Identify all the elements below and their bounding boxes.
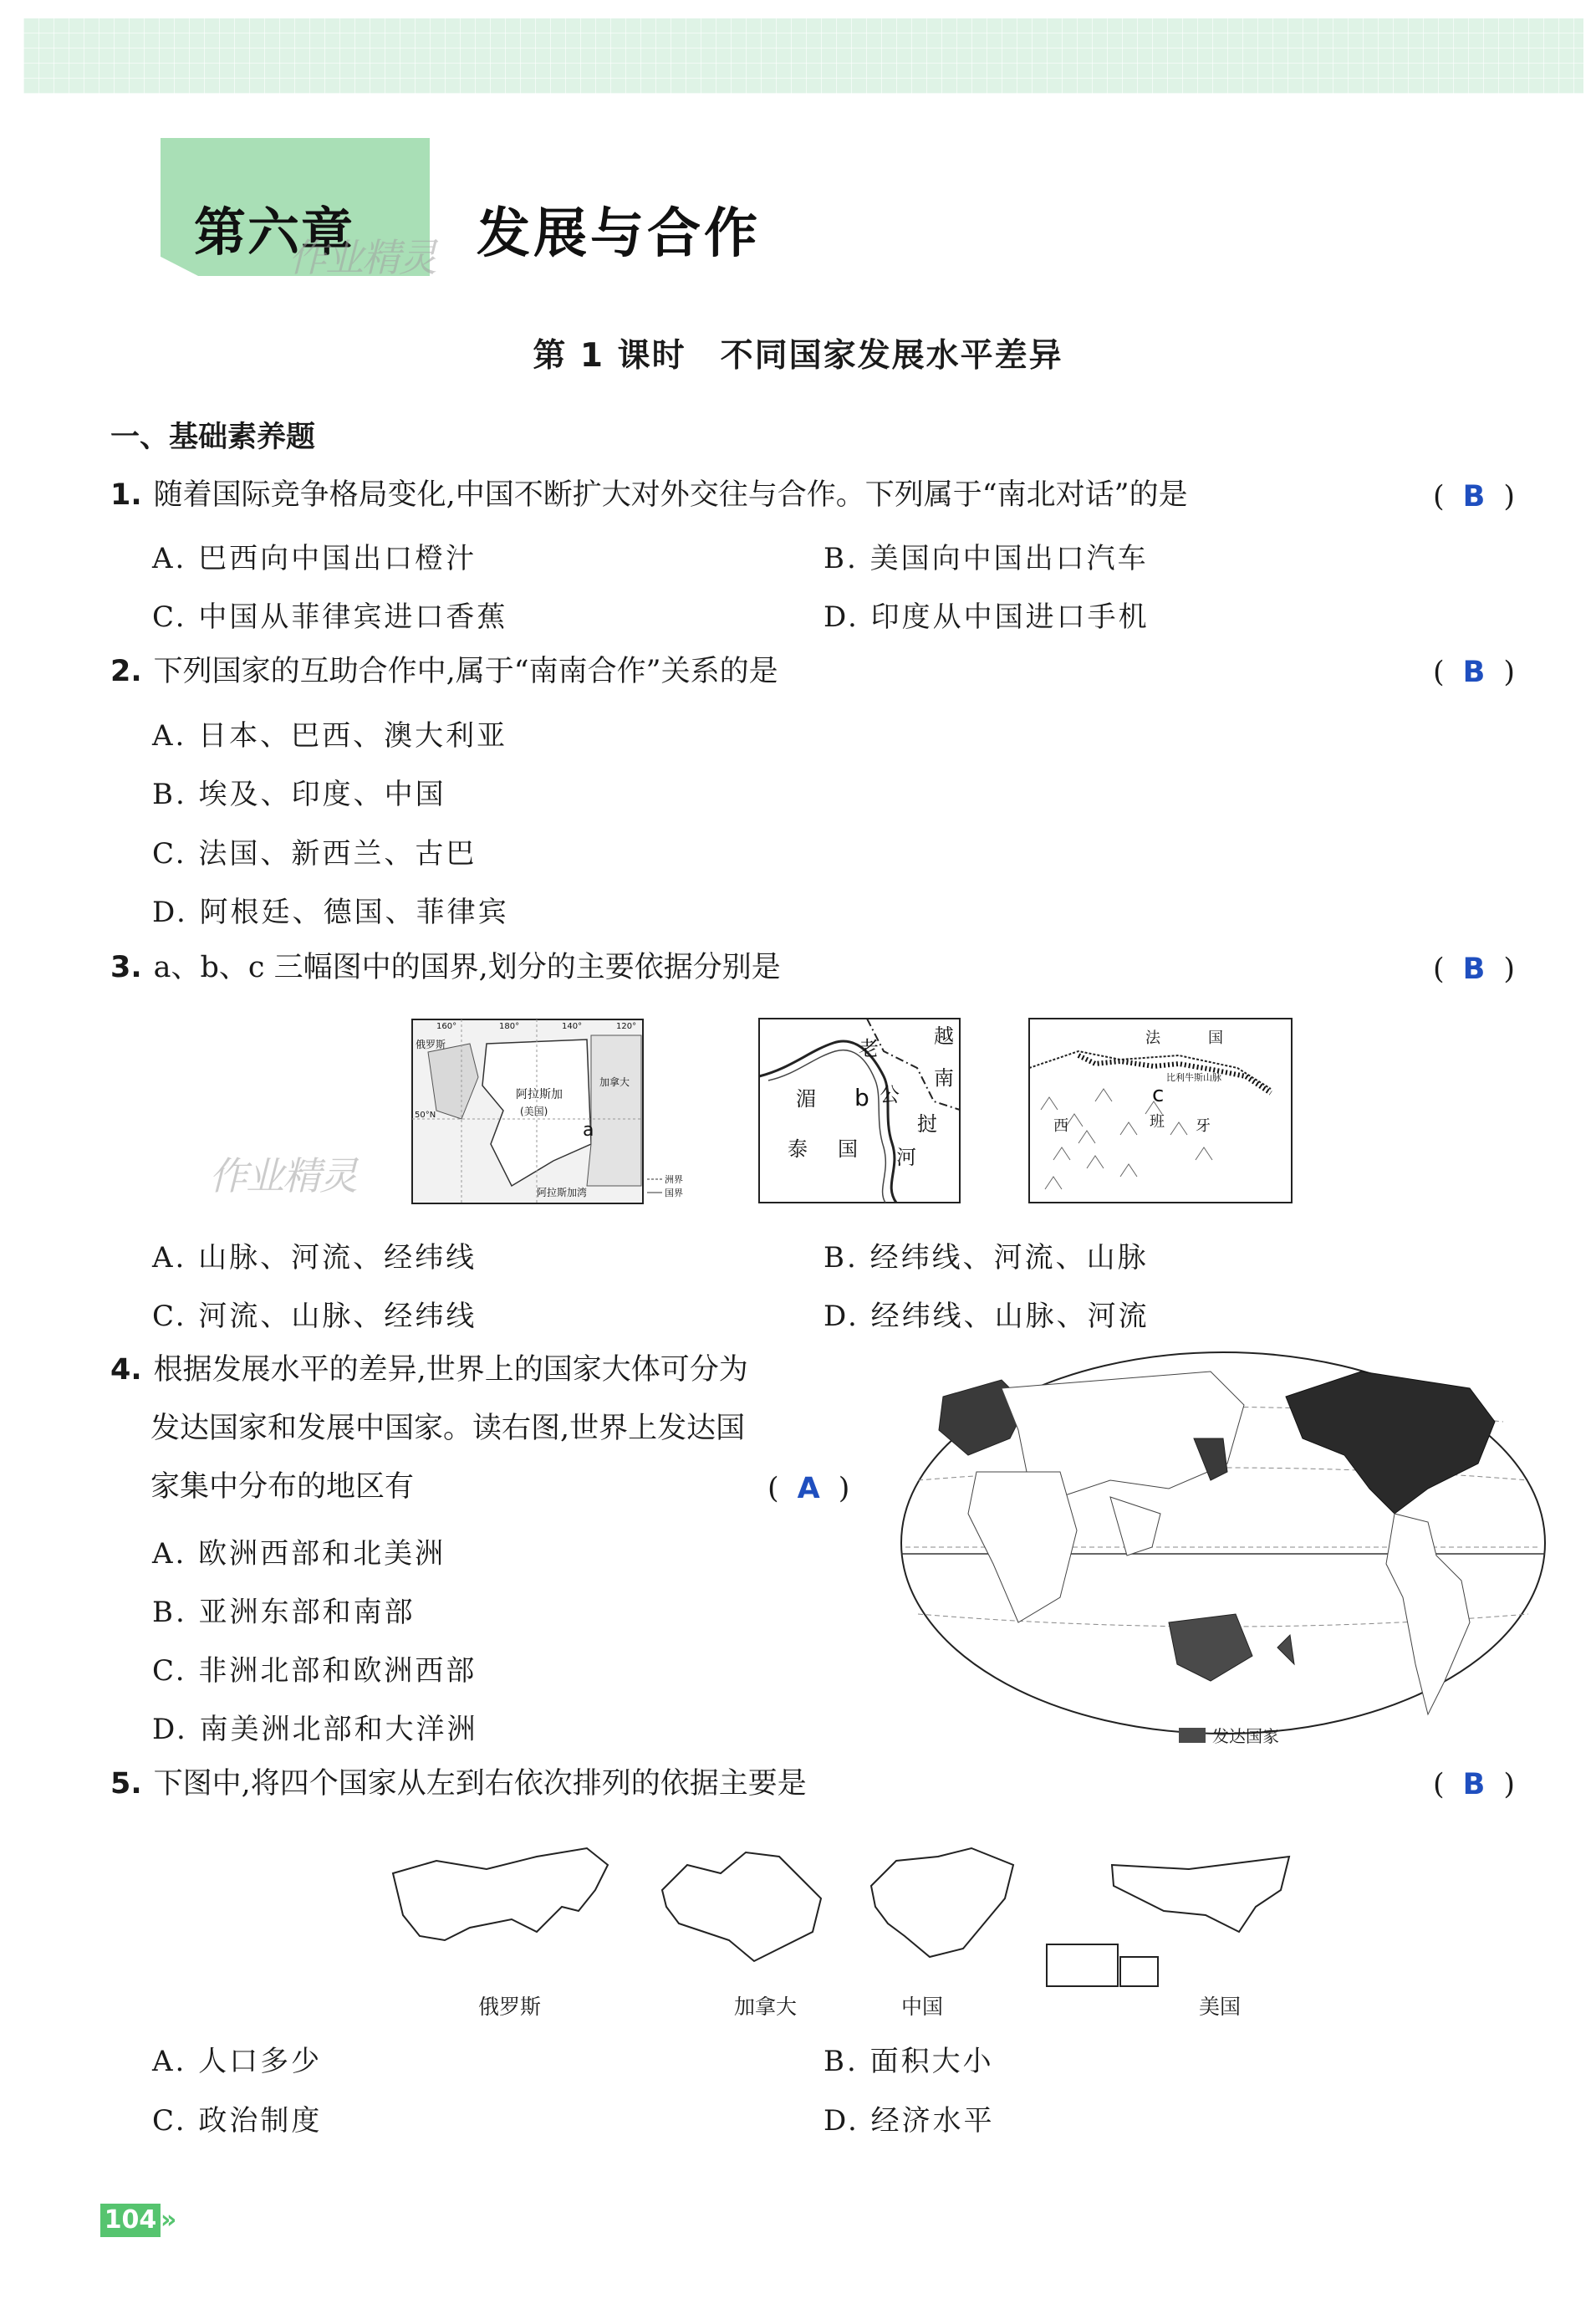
q1-option-a: A. 巴西向中国出口橙汁 — [152, 542, 477, 575]
question-1: 1. 随着国际竞争格局变化,中国不断扩大对外交往与合作。下列属于“南北对话”的是 — [110, 478, 1188, 512]
map-c-pyrenees — [1028, 1018, 1293, 1203]
country-label-russia: 俄罗斯 — [478, 1995, 542, 2019]
q4-option-b: B. 亚洲东部和南部 — [152, 1596, 416, 1629]
legend-developed: 发达国家 — [1212, 1726, 1279, 1746]
q3-option-b: B. 经纬线、河流、山脉 — [823, 1241, 1149, 1275]
q5-option-a: A. 人口多少 — [152, 2045, 323, 2078]
map-c-label-guo: 国 — [1208, 1029, 1223, 1047]
section-heading: 一、基础素养题 — [110, 421, 316, 454]
china-outline — [871, 1848, 1013, 1957]
answer-1: ( B ) — [1433, 480, 1515, 513]
map-a-alaska — [411, 1019, 696, 1204]
watermark: 作业精灵 — [288, 235, 436, 280]
q5-option-b: B. 面积大小 — [823, 2045, 994, 2078]
map-a-label-gulf: 阿拉斯加湾 — [537, 1187, 588, 1198]
q1-option-b: B. 美国向中国出口汽车 — [823, 542, 1149, 575]
q2-option-a: A. 日本、巴西、澳大利亚 — [152, 719, 508, 753]
map-c-label-fa: 法 — [1145, 1029, 1160, 1047]
map-c-label-ban: 班 — [1150, 1113, 1165, 1131]
question-4-line-2: 发达国家和发展中国家。读右图,世界上发达国 — [150, 1412, 746, 1445]
map-b-label-lao: 老 — [859, 1037, 879, 1060]
chapter-title: 发展与合作 — [477, 203, 761, 265]
map-a-lon-120: 120° — [616, 1022, 637, 1031]
map-b-label-yue: 越 — [934, 1024, 954, 1048]
page-number: 104 — [100, 2204, 161, 2237]
map-b-label-tai: 泰 — [788, 1137, 808, 1161]
legend-swatch — [1179, 1728, 1206, 1743]
q3-option-c: C. 河流、山脉、经纬线 — [152, 1300, 477, 1333]
lesson-title: 第 1 课时 不同国家发展水平差异 — [533, 337, 1063, 375]
q2-option-d: D. 阿根廷、德国、菲律宾 — [152, 896, 509, 929]
map-a-legend-2: 国界 — [665, 1188, 683, 1198]
map-b-mekong — [758, 1018, 961, 1203]
map-a-label-usa: (美国) — [520, 1106, 548, 1117]
map-c-label-pyrenees: 比利牛斯山脉 — [1166, 1072, 1221, 1083]
map-a-lon-180: 180° — [499, 1022, 520, 1031]
question-2: 2. 下列国家的互助合作中,属于“南南合作”关系的是 — [110, 655, 778, 688]
map-a-legend-1: 洲界 — [665, 1174, 683, 1185]
country-label-canada: 加拿大 — [734, 1995, 798, 2019]
question-3: 3. a、b、c 三幅图中的国界,划分的主要依据分别是 — [110, 951, 781, 984]
map-c-label-ya: 牙 — [1196, 1117, 1211, 1135]
map-b-label-mei: 湄 — [796, 1087, 816, 1111]
question-5: 5. 下图中,将四个国家从左到右依次排列的依据主要是 — [110, 1767, 807, 1801]
q2-option-c: C. 法国、新西兰、古巴 — [152, 837, 477, 871]
map-b-label-he: 河 — [896, 1146, 916, 1169]
map-a-letter: a — [583, 1120, 594, 1141]
country-outlines — [386, 1840, 1298, 1990]
map-b-label-nan: 南 — [934, 1066, 954, 1090]
question-4-line-3: 家集中分布的地区有 — [150, 1470, 415, 1504]
question-4-line-1: 4. 根据发展水平的差异,世界上的国家大体可分为 — [110, 1353, 748, 1387]
q4-option-d: D. 南美洲北部和大洋洲 — [152, 1713, 478, 1746]
answer-3: ( B ) — [1433, 953, 1515, 986]
chapter-number: 第六章 — [194, 202, 355, 263]
usa-hawaii-inset — [1120, 1957, 1158, 1986]
page-arrow-icon: » — [161, 2205, 177, 2235]
map-b-label-guo: 国 — [838, 1137, 858, 1161]
q2-option-b: B. 埃及、印度、中国 — [152, 778, 446, 811]
map-a-lon-140: 140° — [562, 1022, 583, 1031]
map-a-label-canada: 加拿大 — [599, 1076, 630, 1088]
answer-2: ( B ) — [1433, 656, 1515, 689]
map-b-letter: b — [854, 1084, 869, 1111]
map-c-letter: c — [1152, 1082, 1165, 1107]
map-b-label-gong: 公 — [880, 1083, 900, 1106]
map-a-lat: 50°N — [415, 1111, 436, 1120]
canada-outline — [662, 1852, 821, 1961]
map-a-label-russia: 俄罗斯 — [416, 1039, 446, 1050]
q4-option-c: C. 非洲北部和欧洲西部 — [152, 1654, 477, 1688]
q4-option-a: A. 欧洲西部和北美洲 — [152, 1537, 446, 1571]
q1-option-d: D. 印度从中国进口手机 — [823, 600, 1150, 634]
usa-alaska-inset — [1047, 1944, 1118, 1986]
country-label-usa: 美国 — [1199, 1995, 1242, 2019]
top-decorative-band — [23, 18, 1583, 94]
world-developed-map — [893, 1346, 1553, 1739]
country-label-china: 中国 — [901, 1995, 944, 2019]
q3-option-a: A. 山脉、河流、经纬线 — [152, 1241, 477, 1275]
q3-option-d: D. 经纬线、山脉、河流 — [823, 1300, 1150, 1333]
answer-4: ( A ) — [767, 1472, 850, 1505]
q5-option-d: D. 经济水平 — [823, 2104, 995, 2138]
map-c-label-xi: 西 — [1053, 1117, 1068, 1135]
map-b-label-wo: 挝 — [917, 1112, 937, 1136]
map-a-lon-160: 160° — [436, 1022, 457, 1031]
q1-option-c: C. 中国从菲律宾进口香蕉 — [152, 600, 508, 634]
q5-option-c: C. 政治制度 — [152, 2104, 323, 2138]
watermark-2: 作业精灵 — [209, 1153, 356, 1198]
usa-outline — [1112, 1857, 1289, 1932]
russia-outline — [393, 1848, 608, 1940]
answer-5: ( B ) — [1433, 1768, 1515, 1801]
map-a-label-alaska: 阿拉斯加 — [516, 1088, 563, 1101]
